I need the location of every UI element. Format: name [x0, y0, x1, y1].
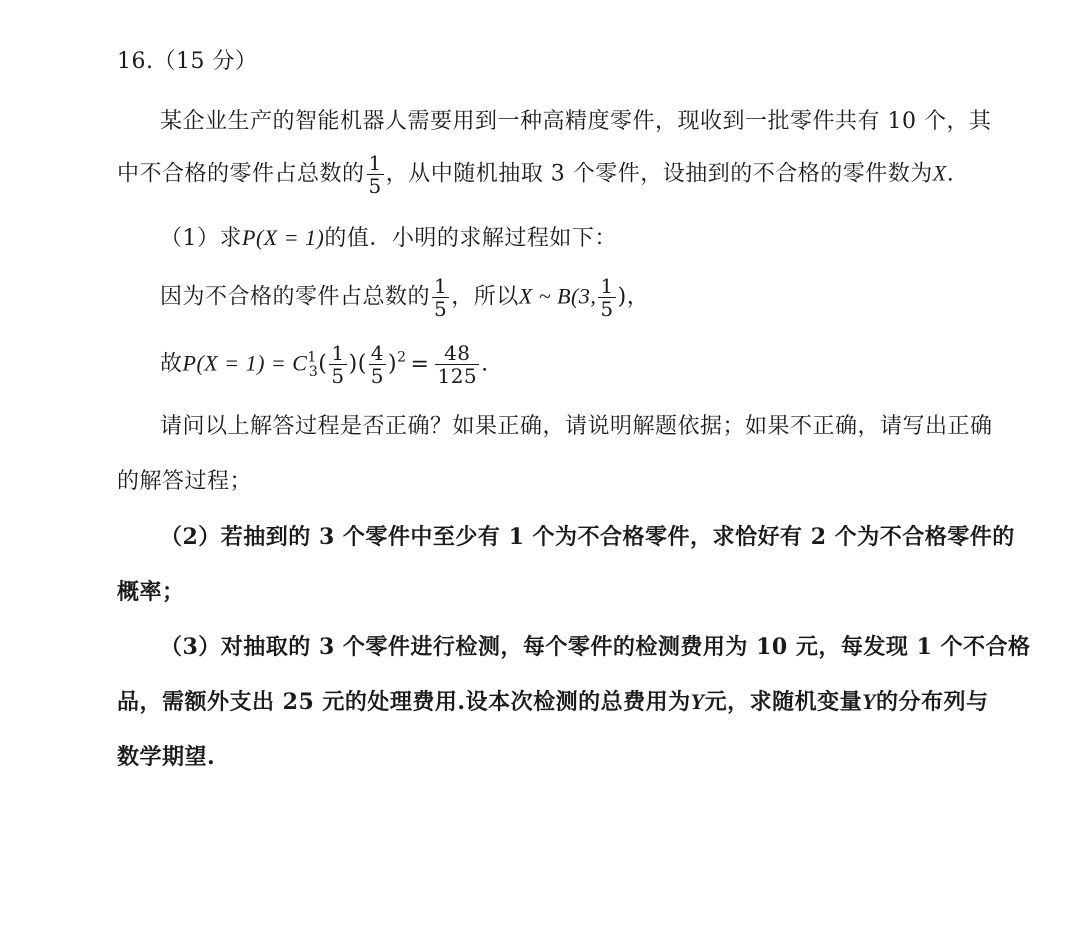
- part3-text-2c: 的分布列与: [876, 689, 989, 715]
- paren-open-2: (: [357, 351, 367, 377]
- part3-text-3: 数学期望.: [117, 744, 216, 770]
- part2-text-2: 概率；: [117, 579, 185, 605]
- fraction-one-fifth-2: [432, 275, 449, 320]
- variable-x: X: [932, 160, 947, 186]
- variable-y: Y: [862, 689, 877, 714]
- fraction-one-fifth: [367, 152, 384, 197]
- part1-label: （1）求: [160, 226, 242, 251]
- fraction-denominator: 5: [370, 364, 385, 388]
- part2-text-1: （2）若抽到的 3 个零件中至少有 1 个为不合格零件，求恰好有 2 个为不合格零件的: [160, 524, 1015, 550]
- variable-y: Y: [690, 689, 705, 714]
- part3-text-2a: 品，需额外支出 25 元的处理费用.设本次检测的总费用为: [117, 689, 691, 715]
- fraction-numerator: 1: [434, 274, 448, 298]
- problem-number: 16.（15 分）: [117, 49, 258, 74]
- period: .: [481, 351, 489, 377]
- part1-line: [160, 223, 617, 254]
- part1-rest: 的值．小明的求解过程如下：: [324, 226, 617, 251]
- fraction-numerator: 1: [331, 341, 345, 365]
- therefore-pre: 故: [160, 351, 183, 377]
- fraction-numerator: 4: [370, 341, 385, 365]
- fraction-denominator: 5: [600, 297, 614, 321]
- intro-text-1: 某企业生产的智能机器人需要用到一种高精度零件，现收到一批零件共有 10 个，其: [160, 109, 992, 134]
- equals-sign: =: [410, 351, 430, 377]
- part1-expression: P(X = 1): [242, 225, 325, 250]
- fraction-denominator: 5: [368, 174, 382, 198]
- question-line-2: [117, 467, 252, 497]
- therefore-line: [160, 342, 489, 387]
- part3-text-1: （3）对抽取的 3 个零件进行检测，每个零件的检测费用为 10 元，每发现 1 个不合格: [160, 634, 1031, 660]
- result-numerator: 48: [435, 342, 479, 365]
- intro-line-1: [160, 107, 991, 137]
- paren-close-2: ): [388, 351, 398, 377]
- fraction-numerator: 1: [368, 151, 382, 175]
- result-denominator: 125: [437, 364, 478, 388]
- because-close: )，: [617, 284, 650, 310]
- therefore-expression: P(X = 1) = C: [182, 350, 308, 376]
- problem-header: [117, 47, 257, 77]
- because-line: [160, 275, 649, 320]
- period: .: [946, 161, 955, 187]
- paren-close-1: ): [348, 351, 358, 377]
- because-pre: 因为不合格的零件占总数的: [160, 284, 431, 310]
- square-exponent: 2: [397, 349, 407, 366]
- part3-line-3: [117, 742, 215, 772]
- part3-line-1: [160, 632, 1031, 662]
- part3-text-2b: 元，求随机变量: [704, 689, 863, 715]
- intro-line-2: [117, 152, 954, 197]
- part2-line-1: [160, 522, 1015, 552]
- intro-text-2-pre: 中不合格的零件占总数的: [117, 161, 365, 187]
- comb-superscript: 1: [307, 349, 317, 366]
- intro-text-2-post: ，从中随机抽取 3 个零件，设抽到的不合格的零件数为: [385, 161, 933, 187]
- fraction-one-fifth-3: [598, 275, 615, 320]
- fraction-denominator: 5: [434, 297, 448, 321]
- part3-line-2: [117, 687, 989, 717]
- binomial-dist: X ~ B(3,: [518, 283, 597, 309]
- fraction-result: [435, 342, 479, 387]
- paren-open-1: (: [318, 351, 328, 377]
- question-line-1: [160, 412, 993, 442]
- fraction-one-fifth-4: [329, 342, 346, 387]
- because-mid: ，所以: [451, 284, 519, 310]
- fraction-four-fifths: [369, 342, 386, 387]
- fraction-denominator: 5: [331, 364, 345, 388]
- question-text-1: 请问以上解答过程是否正确？如果正确，请说明解题依据；如果不正确，请写出正确: [160, 414, 993, 439]
- fraction-numerator: 1: [600, 274, 614, 298]
- part2-line-2: [117, 577, 185, 607]
- question-text-2: 的解答过程；: [117, 469, 253, 494]
- comb-subscript: 3: [308, 363, 319, 380]
